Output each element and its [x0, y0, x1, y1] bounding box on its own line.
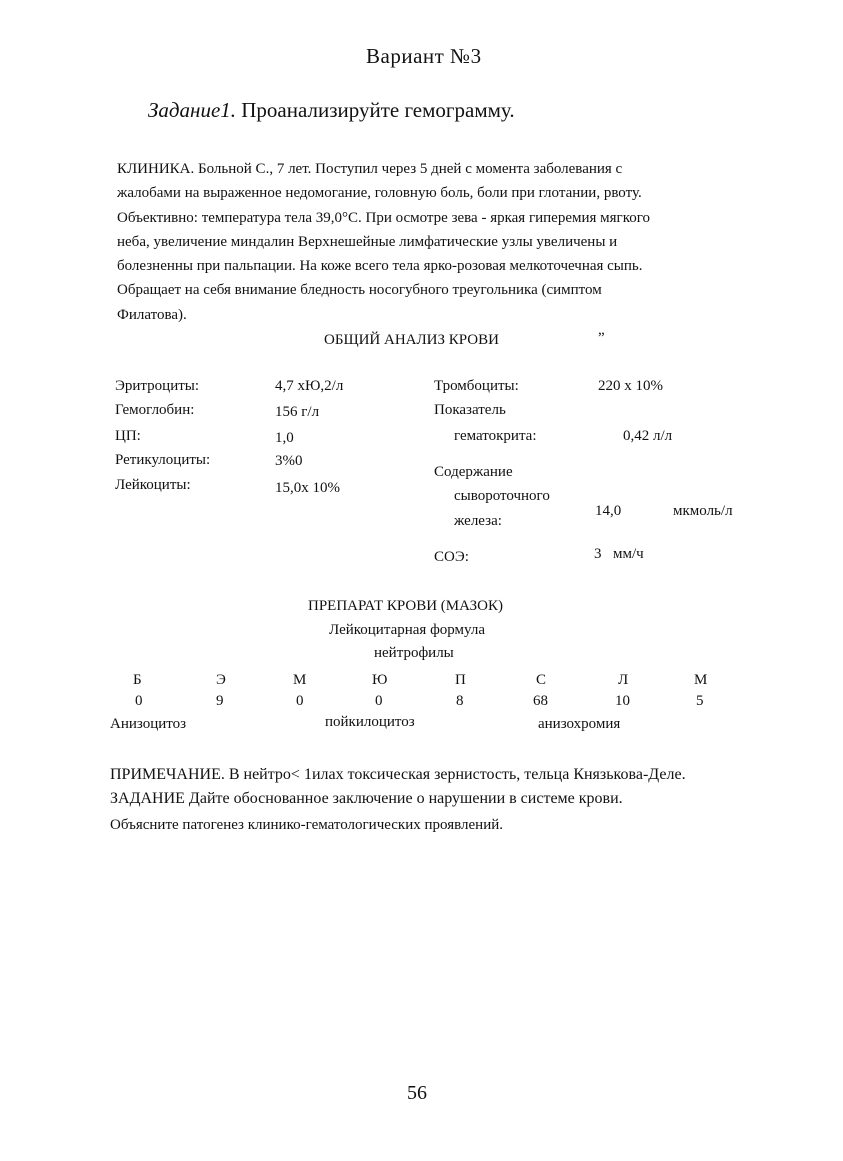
task-heading	[148, 98, 515, 123]
hematocrit-label-1: Показатель	[434, 402, 506, 418]
formula-value: 0	[296, 693, 304, 709]
morphology-anisocytosis: Анизоцитоз	[110, 716, 187, 732]
iron-label-2: сывороточного	[454, 488, 550, 504]
erythrocytes-label: Эритроциты:	[115, 378, 200, 394]
note-line: ПРИМЕЧАНИЕ. В нейтро< 1илах токсическая зернистость, тельца Князькова-Деле.	[110, 766, 686, 783]
color-index-label: ЦП:	[115, 428, 141, 444]
iron-unit: мкмоль/л	[673, 503, 733, 519]
smear-subtitle-2: нейтрофилы	[374, 645, 454, 661]
formula-header: М	[293, 672, 307, 688]
hemoglobin-value: 156 г/л	[275, 404, 320, 420]
esr-label: СОЭ:	[434, 549, 469, 565]
clinic-line: КЛИНИКА. Больной С., 7 лет. Поступил через 5 дней с момента заболевания с	[117, 161, 623, 177]
formula-value: 5	[696, 693, 704, 709]
formula-value: 9	[216, 693, 224, 709]
page-number: 56	[407, 1082, 427, 1104]
platelets-value: 220 х 10%	[598, 378, 663, 394]
color-index-value: 1,0	[275, 430, 294, 446]
esr-unit: мм/ч	[613, 546, 644, 562]
clinic-line: жалобами на выраженное недомогание, головную боль, боли при глотании, рвоту.	[117, 185, 642, 202]
formula-header: П	[455, 672, 466, 688]
formula-header: Л	[618, 672, 629, 688]
blood-analysis-title: ОБЩИЙ АНАЛИЗ КРОВИ	[324, 332, 499, 348]
clinic-line: Объективно: температура тела 39,0°С. При осмотре зева - яркая гиперемия мягкого	[117, 209, 650, 226]
reticulocytes-label: Ретикулоциты:	[115, 452, 211, 468]
stray-mark: ”	[598, 330, 605, 346]
task-label: Задание1.	[148, 98, 237, 122]
formula-value: 10	[615, 693, 630, 709]
iron-value: 14,0	[595, 503, 622, 519]
erythrocytes-value: 4,7 хЮ,2/л	[275, 378, 344, 394]
smear-subtitle: Лейкоцитарная формула	[329, 622, 486, 638]
formula-header: Б	[133, 672, 142, 688]
clinic-line: болезненны при пальпации. На коже всего тела ярко-розовая мелкоточечная сыпь.	[117, 258, 643, 275]
formula-header: Э	[216, 672, 226, 688]
formula-value: 68	[533, 693, 548, 709]
leukocytes-value: 15,0х 10%	[275, 480, 340, 496]
hematocrit-label-2: гематокрита:	[454, 428, 537, 444]
formula-value: 0	[135, 693, 143, 709]
iron-label-1: Содержание	[434, 464, 513, 480]
smear-title: ПРЕПАРАТ КРОВИ (МАЗОК)	[308, 598, 503, 614]
hemoglobin-label: Гемоглобин:	[115, 402, 195, 418]
clinic-paragraph	[117, 157, 650, 327]
clinic-line: неба, увеличение миндалин Верхнешейные лимфатические узлы увеличены и	[117, 233, 618, 250]
iron-label-3: железа:	[454, 513, 502, 529]
formula-header: С	[536, 672, 547, 688]
formula-value: 0	[375, 693, 383, 709]
task-line: ЗАДАНИЕ Дайте обоснованное заключение о нарушении в системе крови.	[110, 790, 623, 807]
formula-header: Ю	[372, 672, 388, 688]
formula-header: М	[694, 672, 708, 688]
morphology-poikilocytosis: пойкилоцитоз	[325, 714, 415, 730]
reticulocytes-value: 3%0	[275, 453, 303, 469]
hematocrit-value: 0,42 л/л	[623, 428, 673, 444]
platelets-label: Тромбоциты:	[434, 378, 519, 394]
formula-value: 8	[456, 693, 464, 709]
clinic-line: Обращает на себя внимание бледность носогубного треугольника (симптом	[117, 282, 602, 299]
task-line: Объясните патогенез клинико-гематологических проявлений.	[110, 817, 504, 833]
esr-value: 3	[594, 546, 602, 562]
morphology-anisochromia: анизохромия	[538, 716, 621, 732]
variant-title: Вариант №3	[366, 44, 482, 68]
clinic-line: Филатова).	[117, 306, 187, 323]
leukocytes-label: Лейкоциты:	[115, 477, 191, 493]
task-text: Проанализируйте гемограмму.	[241, 98, 515, 122]
